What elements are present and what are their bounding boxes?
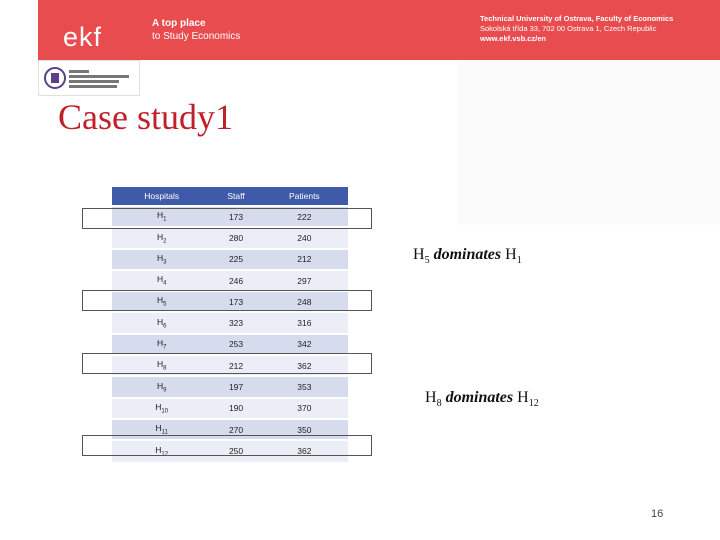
university-seal-icon bbox=[44, 65, 66, 91]
hospital-label: H bbox=[156, 380, 164, 391]
table-row bbox=[112, 334, 348, 355]
hospital-label: H bbox=[156, 295, 164, 306]
staff-cell: 212 bbox=[211, 355, 260, 376]
staff-cell: 250 bbox=[211, 440, 260, 461]
stmt1-object-index: 1 bbox=[516, 255, 522, 267]
university-name: Technical University of Ostrava, Faculty of Economics bbox=[480, 14, 674, 23]
stmt1-verb: dominates bbox=[433, 246, 502, 263]
hospital-index: 10 bbox=[161, 408, 169, 415]
university-address: Sokolská třída 33, 702 00 Ostrava 1, Czech Republic bbox=[480, 24, 657, 33]
university-info bbox=[480, 14, 673, 44]
seal-caption-lines bbox=[69, 70, 135, 90]
column-header: Hospitals bbox=[112, 187, 211, 206]
table-row bbox=[112, 398, 348, 419]
highlight-row-h12 bbox=[82, 435, 372, 456]
slide-title: Case study1 bbox=[58, 97, 233, 137]
staff-cell: 323 bbox=[211, 312, 260, 333]
hospital-index: 12 bbox=[161, 451, 169, 458]
hospital-index: 5 bbox=[163, 302, 167, 309]
highlight-row-h1 bbox=[82, 208, 372, 229]
hospital-index: 9 bbox=[163, 387, 167, 394]
staff-cell: 197 bbox=[211, 376, 260, 397]
staff-cell: 270 bbox=[211, 419, 260, 440]
highlight-row-h8 bbox=[82, 353, 372, 374]
staff-cell: 225 bbox=[211, 249, 260, 270]
patients-cell: 353 bbox=[261, 376, 348, 397]
side-shade bbox=[458, 60, 720, 225]
ekf-logo: ekf bbox=[63, 22, 103, 52]
hospital-label: H bbox=[156, 231, 164, 242]
hospital-index: 11 bbox=[161, 429, 168, 436]
hospital-cell bbox=[112, 270, 211, 291]
staff-cell: 173 bbox=[211, 291, 260, 312]
stmt2-subject-index: 8 bbox=[436, 398, 442, 410]
hospital-label: H bbox=[156, 338, 164, 349]
hospital-cell bbox=[112, 227, 211, 248]
patients-cell: 248 bbox=[261, 291, 348, 312]
hospital-label: H bbox=[155, 423, 162, 434]
highlight-row-h5 bbox=[82, 290, 372, 311]
table-row bbox=[112, 249, 348, 270]
table-row bbox=[112, 376, 348, 397]
stmt1-subject-index: 5 bbox=[424, 255, 430, 267]
hospital-index: 7 bbox=[163, 344, 167, 351]
hospital-index: 1 bbox=[163, 216, 167, 223]
stmt1-object: H bbox=[505, 246, 517, 263]
hospital-cell bbox=[112, 376, 211, 397]
stmt1-subject: H bbox=[413, 246, 425, 263]
stmt2-subject: H bbox=[425, 389, 437, 406]
hospital-label: H bbox=[156, 210, 164, 221]
staff-cell: 173 bbox=[211, 206, 260, 227]
hospital-label: H bbox=[155, 401, 162, 412]
hospital-index: 8 bbox=[163, 366, 167, 373]
hospital-label: H bbox=[156, 274, 164, 285]
tagline bbox=[152, 17, 240, 43]
staff-cell: 253 bbox=[211, 334, 260, 355]
hospital-index: 6 bbox=[163, 323, 167, 330]
patients-cell: 362 bbox=[261, 440, 348, 461]
hospital-cell bbox=[112, 312, 211, 333]
stmt2-verb: dominates bbox=[445, 389, 514, 406]
table-row bbox=[112, 227, 348, 248]
hospital-index: 2 bbox=[163, 238, 167, 245]
hospital-label: H bbox=[156, 316, 164, 327]
hospital-index: 4 bbox=[163, 280, 167, 287]
stmt2-object: H bbox=[517, 389, 529, 406]
table-row bbox=[112, 270, 348, 291]
university-url: www.ekf.vsb.cz/en bbox=[480, 34, 546, 43]
column-header: Staff bbox=[211, 187, 260, 206]
hospital-cell bbox=[112, 249, 211, 270]
patients-cell: 316 bbox=[261, 312, 348, 333]
staff-cell: 190 bbox=[211, 398, 260, 419]
stmt2-object-index: 12 bbox=[528, 398, 539, 410]
hospital-label: H bbox=[156, 359, 164, 370]
patients-cell: 222 bbox=[261, 206, 348, 227]
hospital-cell bbox=[112, 334, 211, 355]
patients-cell: 212 bbox=[261, 249, 348, 270]
hospital-index: 3 bbox=[163, 259, 167, 266]
patients-cell: 362 bbox=[261, 355, 348, 376]
tagline-line1: A top place bbox=[152, 18, 206, 29]
table-row bbox=[112, 312, 348, 333]
hospital-label: H bbox=[155, 445, 162, 456]
patients-cell: 370 bbox=[261, 398, 348, 419]
column-header: Patients bbox=[261, 187, 348, 206]
page-number: 16 bbox=[651, 508, 664, 520]
table-header-row bbox=[112, 187, 348, 206]
staff-cell: 246 bbox=[211, 270, 260, 291]
hospital-label: H bbox=[156, 252, 164, 263]
tagline-line2: to Study Economics bbox=[152, 31, 241, 42]
dominance-statement-1 bbox=[413, 246, 522, 266]
patients-cell: 342 bbox=[261, 334, 348, 355]
patients-cell: 297 bbox=[261, 270, 348, 291]
dominance-statement-2 bbox=[425, 389, 539, 409]
patients-cell: 350 bbox=[261, 419, 348, 440]
patients-cell: 240 bbox=[261, 227, 348, 248]
staff-cell: 280 bbox=[211, 227, 260, 248]
hospital-cell bbox=[112, 398, 211, 419]
